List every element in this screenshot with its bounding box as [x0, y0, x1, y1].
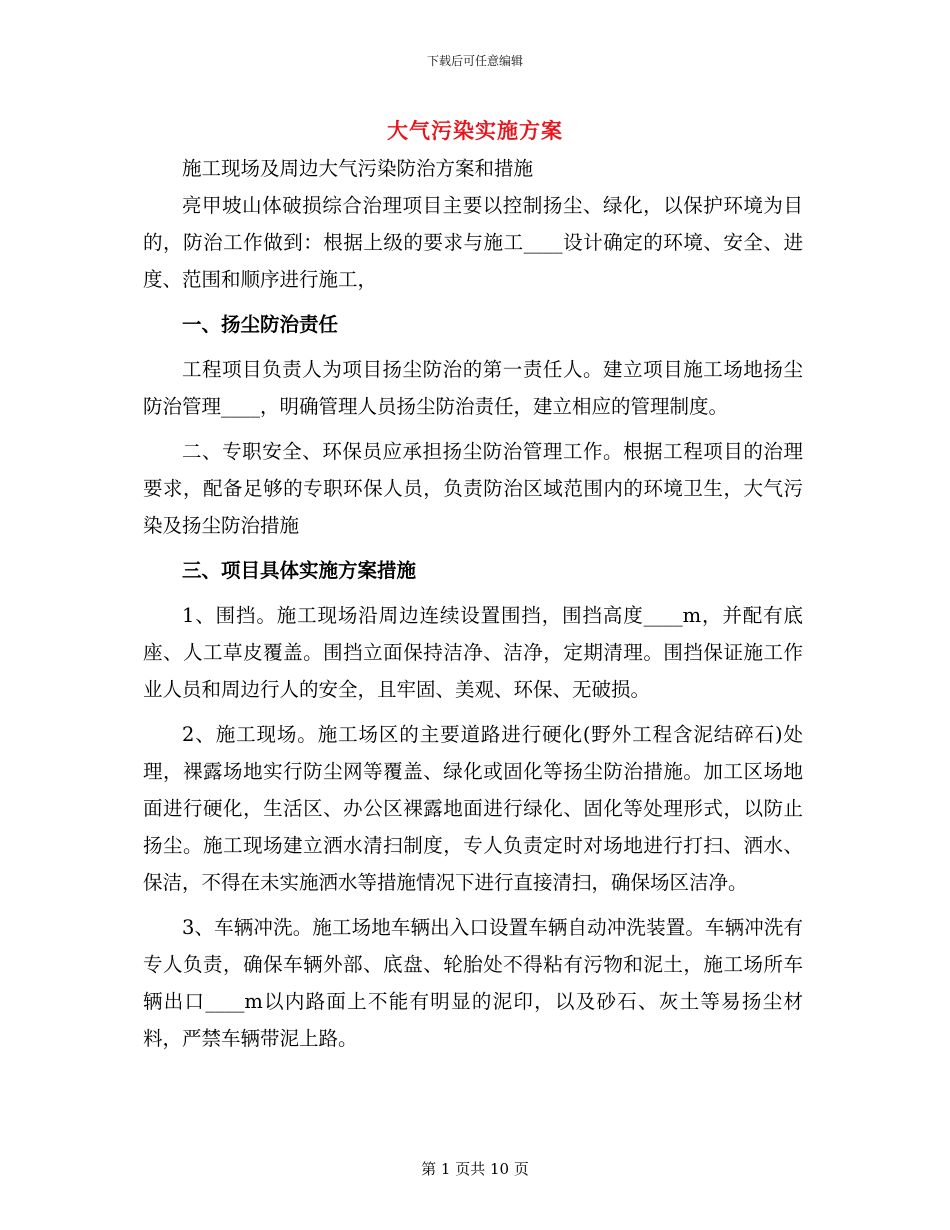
item3-paragraph: 3、车辆冲洗。施工场地车辆出入口设置车辆自动冲洗装置。车辆冲洗有专人负责，确保车辆外部、底盘、轮胎处不得粘有污物和泥土，施工场所车辆出口____m以内路面上不能有明显的泥印，以及砂石、灰土等易扬尘材料，严禁车辆带泥上路。 [143, 916, 803, 1050]
section3-heading: 三、项目具体实施方案措施 [182, 559, 417, 582]
item2-paragraph: 2、施工现场。施工场区的主要道路进行硬化(野外工程含泥结碎石)处理，裸露场地实行防尘网等覆盖、绿化或固化等扬尘防治措施。加工区场地面进行硬化，生活区、办公区裸露地面进行绿化、固化等处理形式，以防止扬尘。施工现场建立洒水清扫制度，专人负责定时对场地进行打扫、洒水、保洁，不得在未实施洒水等措施情况下进行直接清扫，确保场区洁净。 [143, 723, 803, 894]
intro-paragraph: 亮甲坡山体破损综合治理项目主要以控制扬尘、绿化，以保护环境为目的，防治工作做到：根据上级的要求与施工____设计确定的环境、安全、进度、范围和顺序进行施工， [143, 194, 803, 291]
document-body [143, 150, 803, 1057]
section1-paragraph: 工程项目负责人为项目扬尘防治的第一责任人。建立项目施工场地扬尘防治管理____，明确管理人员扬尘防治责任，建立相应的管理制度。 [143, 358, 803, 418]
page-number: 第 1 页共 10 页 [421, 1160, 529, 1178]
page-header-note: 下载后可任意编辑 [426, 54, 523, 68]
document-title: 大气污染实施方案 [387, 119, 563, 143]
subtitle-paragraph: 施工现场及周边大气污染防治方案和措施 [182, 157, 534, 180]
section2-paragraph: 二、专职安全、环保员应承担扬尘防治管理工作。根据工程项目的治理要求，配备足够的专职环保人员，负责防治区域范围内的环境卫生，大气污染及扬尘防治措施 [143, 440, 803, 537]
item1-paragraph: 1、围挡。施工现场沿周边连续设置围挡，围挡高度____m，并配有底座、人工草皮覆盖。围挡立面保持洁净、洁净，定期清理。围挡保证施工作业人员和周边行人的安全，且牢固、美观、环保、无破损。 [143, 604, 803, 701]
section1-heading: 一、扬尘防治责任 [182, 313, 339, 336]
